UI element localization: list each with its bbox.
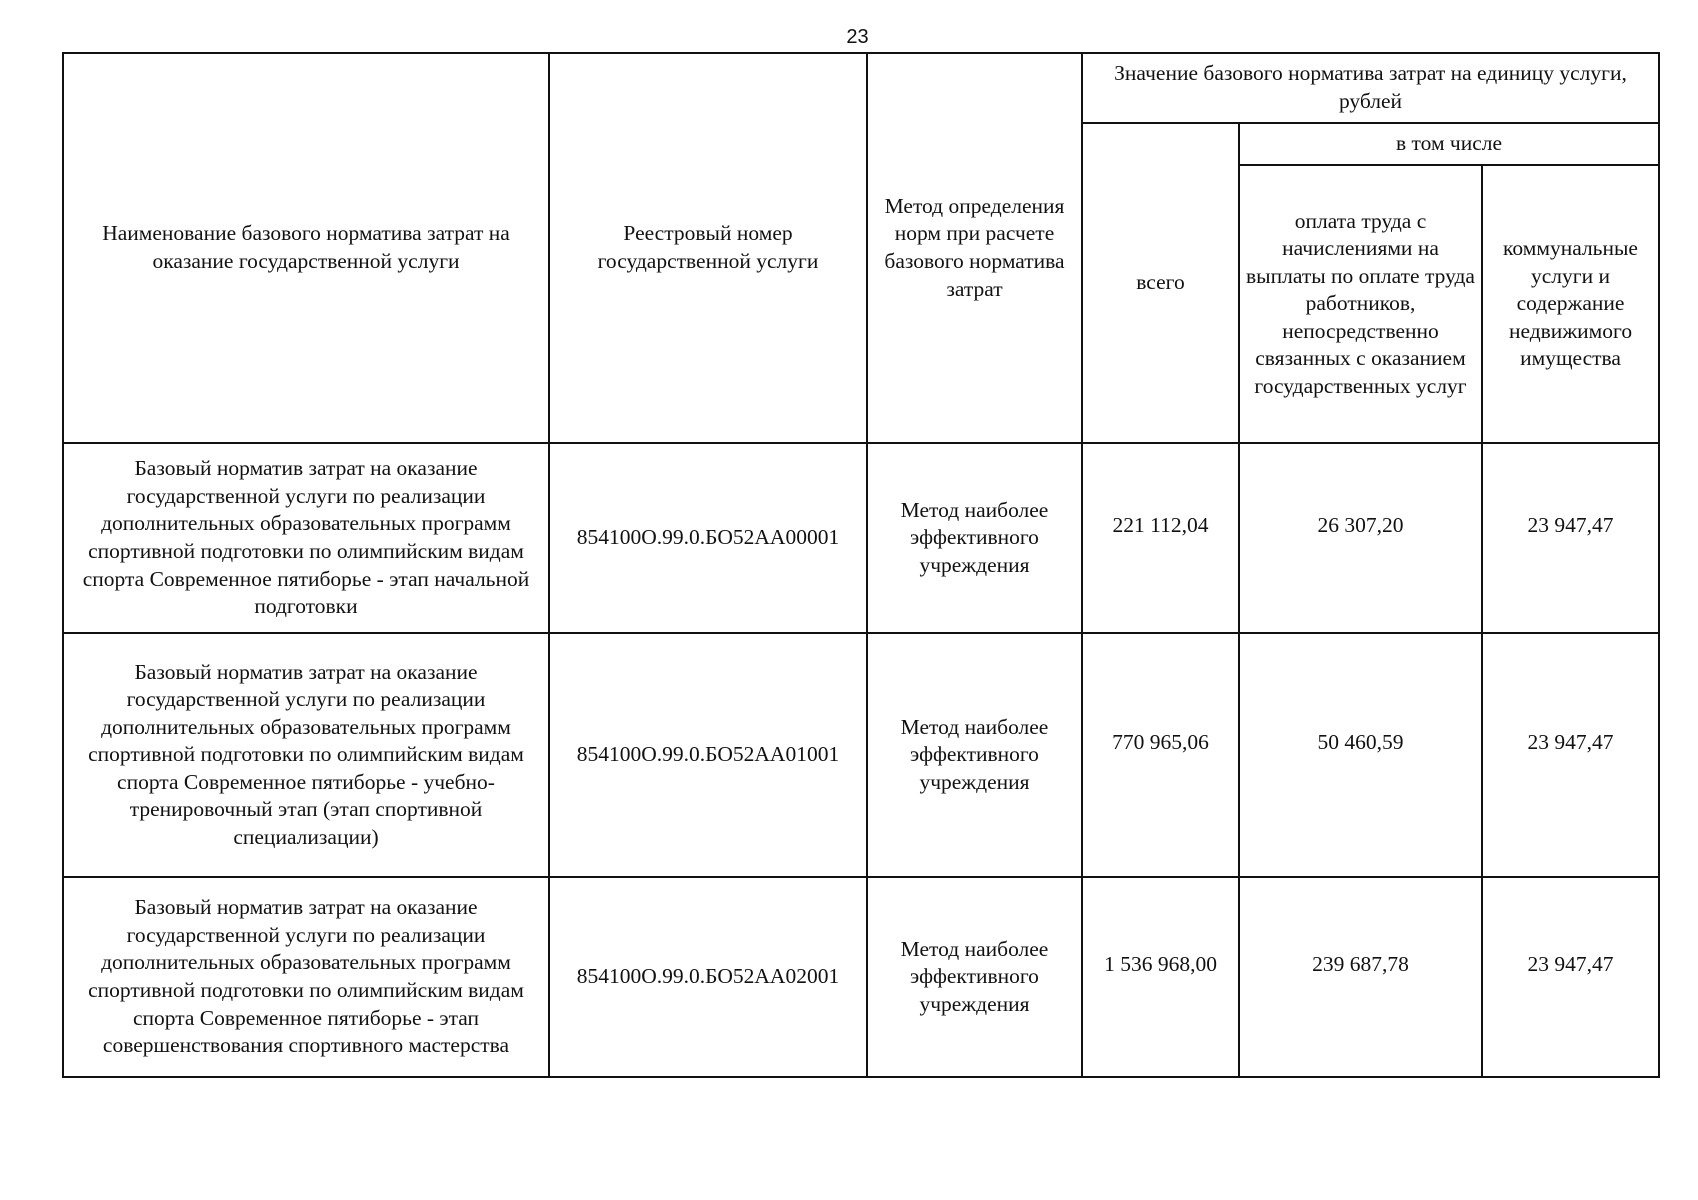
- total-text: 770 965,06: [1112, 730, 1209, 755]
- cell-utilities: [1482, 633, 1659, 877]
- labor-text: 26 307,20: [1317, 513, 1404, 538]
- cell-total: [1082, 877, 1239, 1077]
- cell-utilities: [1482, 877, 1659, 1077]
- total-text: 221 112,04: [1112, 513, 1209, 538]
- utilities-text: 23 947,47: [1527, 730, 1614, 755]
- header-utilities: коммунальные услуги и содержание недвижимого имущества: [1482, 165, 1659, 443]
- labor-text: 239 687,78: [1312, 952, 1409, 977]
- cell-registry-number: [549, 877, 867, 1077]
- table-row: [63, 443, 1659, 633]
- header-method: Метод определения норм при расчете базового норматива затрат: [867, 53, 1082, 443]
- cell-name: Базовый норматив затрат на оказание государственной услуги по реализации дополнительных образовательных программ спортивной подготовки по олимпийским видам спорта Современное пятиборье - этап начальной подготовки: [63, 443, 549, 633]
- header-total: всего: [1082, 123, 1239, 443]
- header-including: в том числе: [1239, 123, 1659, 165]
- header-name: Наименование базового норматива затрат на оказание государственной услуги: [63, 53, 549, 443]
- registry-number-text: 854100О.99.0.БО52АА01001: [576, 742, 840, 767]
- norms-table: [62, 52, 1660, 1078]
- cell-total: [1082, 443, 1239, 633]
- cell-method: Метод наиболее эффективного учреждения: [867, 877, 1082, 1077]
- total-text: 1 536 968,00: [1104, 952, 1217, 977]
- cell-labor: [1239, 633, 1482, 877]
- cell-method: Метод наиболее эффективного учреждения: [867, 443, 1082, 633]
- cell-total: [1082, 633, 1239, 877]
- cell-registry-number: [549, 443, 867, 633]
- page-number: 23: [846, 26, 869, 48]
- cell-labor: [1239, 877, 1482, 1077]
- utilities-text: 23 947,47: [1527, 513, 1614, 538]
- cell-name: Базовый норматив затрат на оказание государственной услуги по реализации дополнительных образовательных программ спортивной подготовки по олимпийским видам спорта Современное пятиборье - этап совершенствования спортивного мастерства: [63, 877, 549, 1077]
- table-row: [63, 633, 1659, 877]
- utilities-text: 23 947,47: [1527, 952, 1614, 977]
- header-value-group: Значение базового норматива затрат на единицу услуги, рублей: [1082, 53, 1659, 123]
- registry-number-text: 854100О.99.0.БО52АА00001: [576, 525, 840, 550]
- cell-method: Метод наиболее эффективного учреждения: [867, 633, 1082, 877]
- header-labor: оплата труда с начислениями на выплаты по оплате труда работников, непосредственно связанных с оказанием государственных услуг: [1239, 165, 1482, 443]
- cell-registry-number: [549, 633, 867, 877]
- cell-name: Базовый норматив затрат на оказание государственной услуги по реализации дополнительных образовательных программ спортивной подготовки по олимпийским видам спорта Современное пятиборье - учебно-тренировочный этап (этап спортивной специализации): [63, 633, 549, 877]
- cell-utilities: [1482, 443, 1659, 633]
- registry-number-text: 854100О.99.0.БО52АА02001: [576, 964, 840, 989]
- labor-text: 50 460,59: [1317, 730, 1404, 755]
- header-registry-number: Реестровый номер государственной услуги: [549, 53, 867, 443]
- table-row: [63, 877, 1659, 1077]
- cell-labor: [1239, 443, 1482, 633]
